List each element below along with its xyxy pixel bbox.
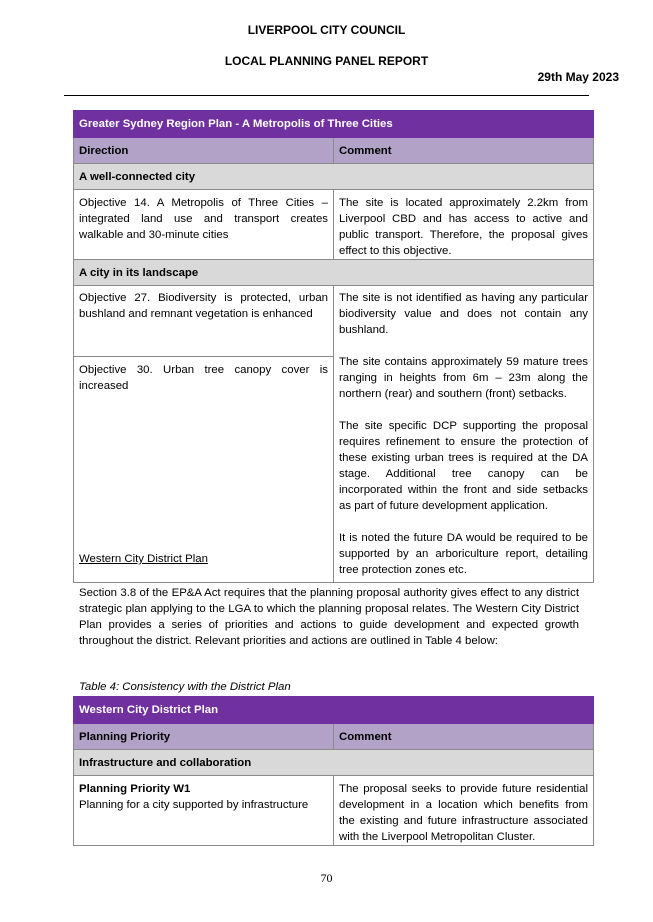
table-header-row bbox=[74, 138, 594, 164]
column-header-planning-priority: Planning Priority bbox=[74, 724, 334, 750]
region-plan-table bbox=[73, 110, 594, 583]
council-name: LIVERPOOL CITY COUNCIL bbox=[247, 23, 406, 37]
table-title-row bbox=[74, 111, 594, 138]
section-row bbox=[74, 164, 594, 190]
column-header-comment: Comment bbox=[334, 724, 594, 750]
landscape-comment bbox=[334, 286, 594, 583]
section-infrastructure-collaboration: Infrastructure and collaboration bbox=[74, 750, 594, 776]
objective-14-comment: The site is located approximately 2.2km from Liverpool CBD and has access to active and public transport. Therefore, the proposal gives effect to this objective. bbox=[334, 190, 594, 260]
comment-paragraph: The site specific DCP supporting the proposal requires refinement to ensure the protection of these existing urban trees is required at the DA stage. Additional tree canopy can be incorporated within the front and side setbacks as part of future development application. bbox=[339, 420, 588, 512]
priority-text: Planning for a city supported by infrastructure bbox=[79, 799, 309, 811]
objective-14: Objective 14. A Metropolis of Three Cities – integrated land use and transport creates walkable and 30-minute cities bbox=[74, 190, 334, 260]
comment-paragraph: It is noted the future DA would be required to be supported by an arboriculture report, detailing tree protection zones etc. bbox=[339, 532, 588, 576]
priority-title: Planning Priority W1 bbox=[79, 783, 191, 795]
page-number: 70 bbox=[320, 871, 333, 885]
column-header-comment: Comment bbox=[334, 138, 594, 164]
section-row bbox=[74, 750, 594, 776]
report-date: 29th May 2023 bbox=[537, 70, 619, 84]
table-row bbox=[74, 286, 594, 357]
comment-paragraph: The site contains approximately 59 mature trees ranging in heights from 6m – 23m along the northern (rear) and southern (front) setbacks. bbox=[339, 356, 588, 400]
table-title: Western City District Plan bbox=[74, 697, 594, 724]
table-caption: Table 4: Consistency with the District Plan bbox=[79, 681, 291, 693]
planning-priority-w1 bbox=[74, 776, 334, 846]
body-paragraph: Section 3.8 of the EP&A Act requires that the planning proposal authority gives effect to any district strategic plan applying to the LGA to which the planning proposal relates. The Western City District Plan provides a series of priorities and actions to guide development and expected growth throughout the district. Relevant priorities and actions are outlined in Table 4 below: bbox=[79, 587, 579, 647]
priority-w1-comment: The proposal seeks to provide future residential development in a location which benefits from the existing and future infrastructure associated with the Liverpool Metropolitan Cluster. bbox=[334, 776, 594, 846]
header-divider bbox=[64, 95, 589, 96]
section-city-in-landscape: A city in its landscape bbox=[74, 260, 594, 286]
section-subheading: Western City District Plan bbox=[79, 553, 208, 565]
column-header-direction: Direction bbox=[74, 138, 334, 164]
section-row bbox=[74, 260, 594, 286]
table-title-row bbox=[74, 697, 594, 724]
table-header-row bbox=[74, 724, 594, 750]
table-title: Greater Sydney Region Plan - A Metropolis of Three Cities bbox=[74, 111, 594, 138]
table-row bbox=[74, 776, 594, 846]
comment-paragraph: The site is not identified as having any particular biodiversity value and does not contain any bushland. bbox=[339, 292, 588, 336]
table-row bbox=[74, 190, 594, 260]
objective-27: Objective 27. Biodiversity is protected, urban bushland and remnant vegetation is enhanced bbox=[74, 286, 334, 357]
section-well-connected-city: A well-connected city bbox=[74, 164, 594, 190]
report-title: LOCAL PLANNING PANEL REPORT bbox=[224, 54, 429, 68]
district-plan-table bbox=[73, 696, 594, 846]
objective-30: Objective 30. Urban tree canopy cover is increased bbox=[74, 357, 334, 583]
